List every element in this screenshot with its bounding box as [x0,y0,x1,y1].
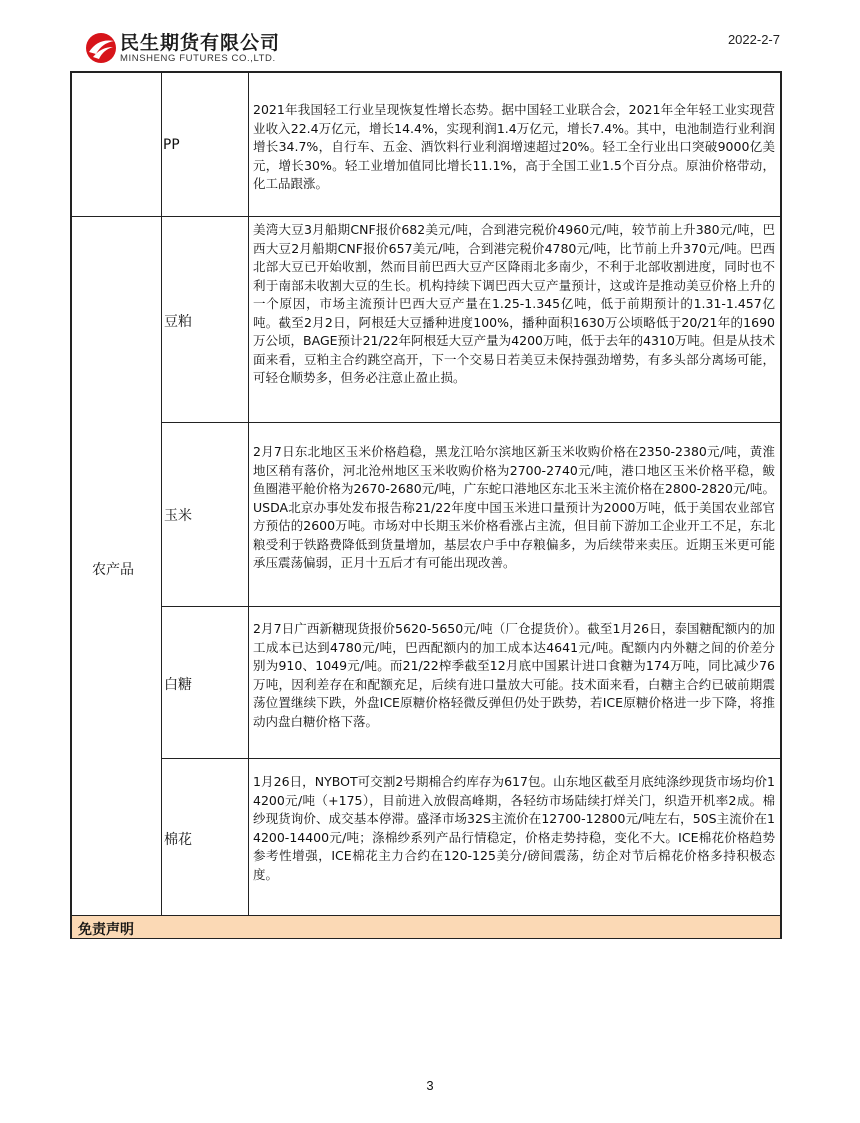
disclaimer-label: 免责声明 [78,922,134,938]
report-date: 2022-2-7 [727,32,780,47]
minsheng-logo-icon [84,32,118,64]
row-divider-corn [161,606,780,607]
commodity-table [70,71,782,939]
row-text-corn: 2月7日东北地区玉米价格趋稳，黑龙江哈尔滨地区新玉米收购价格在2350-2380元/吨，黄淮地区稍有落价，河北沧州地区玉米收购价格为2700-2740元/吨，港口地区玉米价格平稳，鲅鱼圈港平舱价格为2670-2680元/吨，广东蛇口港地区东北玉米主流价格在2800-2820元/吨。USDA北京办事处发布报告称21/22年度中国玉米进口量预计为2000万吨，低于美国农业部官方预估的2600万吨。市场对中长期玉米价格看涨占主流，但目前下游加工企业开工不足，东北粮受利于铁路费降低到货量增加，基层农户手中存粮偏多，为后续带来卖压。近期玉米更可能承压震荡偏弱，正月十五后才有可能出现改善。 [253,444,775,570]
row-label-corn: 玉米 [164,508,192,524]
page-number: 3 [426,1078,434,1093]
col-divider-1 [161,73,162,915]
row-divider-sugar [161,758,780,759]
row-label-cotton: 棉花 [164,832,192,848]
row-label-soymeal: 豆粕 [164,314,192,330]
page-header [70,22,782,72]
company-name-cn: 民生期货有限公司 [120,32,281,54]
row-label-pp: PP [163,137,180,153]
col-divider-2 [248,73,249,915]
row-label-sugar: 白糖 [164,677,192,693]
category-agricultural: 农产品 [92,562,134,578]
row-text-sugar: 2月7日广西新糖现货报价5620-5650元/吨（厂仓提货价）。截至1月26日，泰国糖配额内的加工成本已达到4780元/吨，巴西配额内的加工成本达4641元/吨。配额内内外糖之间的价差分别为910、1049元/吨。而21/22榨季截至12月底中国累计进口食糖为174万吨，同比减少76万吨，因利差存在和配额充足，后续有进口量放大可能。技术面来看，白糖主合约已破前期震荡位置继续下跌，外盘ICE原糖价格轻微反弹但仍处于跌势，若ICE原糖价格进一步下降，将推动内盘白糖价格下落。 [253,621,775,729]
row-divider-soymeal [161,422,780,423]
disclaimer-bar [72,915,780,938]
row-text-cotton: 1月26日，NYBOT可交割2号期棉合约库存为617包。山东地区截至月底纯涤纱现货市场均价14200元/吨（+175），目前进入放假高峰期，各轻纺市场陆续打烊关门，织造开机率2成。棉纱现货询价、成交基本停滞。盛泽市场32S主流价在12700-12800元/吨左右，50S主流价在14200-14400元/吨；涤棉纱系列产品行情稳定，价格走势持稳，变化不大。ICE棉花价格趋势参考性增强，ICE棉花主力合约在120-125美分/磅间震荡，纺企对节后棉花价格多持积极态度。 [253,774,775,882]
row-text-soymeal: 美湾大豆3月船期CNF报价682美元/吨，合到港完税价4960元/吨，较节前上升380元/吨，巴西大豆2月船期CNF报价657美元/吨，合到港完税价4780元/吨，比节前上升370元/吨。巴西北部大豆已开始收割，然而目前巴西大豆产区降雨北多南少，不利于北部收割进度，同时也不利于南部未收割大豆的生长。机构持续下调巴西大豆产量预计，这或许是推动美豆价格上升的一个原因，市场主流预计巴西大豆产量在1.25-1.345亿吨，低于前期预计的1.31-1.457亿吨。截至2月2日，阿根廷大豆播种进度100%，播种面积1630万公顷略低于20/21年的1690万公顷，BAGE预计21/22年阿根廷大豆产量为4200万吨，低于去年的4310万吨。但是从技术面来看，豆粕主合约跳空高开，下一个交易日若美豆未保持强劲增势，有多头部分离场可能，可轻仓顺势多，但务必注意止盈止损。 [253,222,775,385]
row-text-pp: 2021年我国轻工行业呈现恢复性增长态势。据中国轻工业联合会，2021年全年轻工业实现营业收入22.4万亿元，增长14.4%，实现利润1.4万亿元，增长7.4%。其中，电池制造行业利润增长34.7%，自行车、五金、酒饮料行业利润增速超过20%。轻工全行业出口突破9000亿美元，增长30%。轻工业增加值同比增长11.1%，高于全国工业1.5个百分点。原油价格带动，化工品跟涨。 [253,102,775,191]
company-name-en: MINSHENG FUTURES CO.,LTD. [120,53,276,64]
row-divider-pp [72,216,780,217]
